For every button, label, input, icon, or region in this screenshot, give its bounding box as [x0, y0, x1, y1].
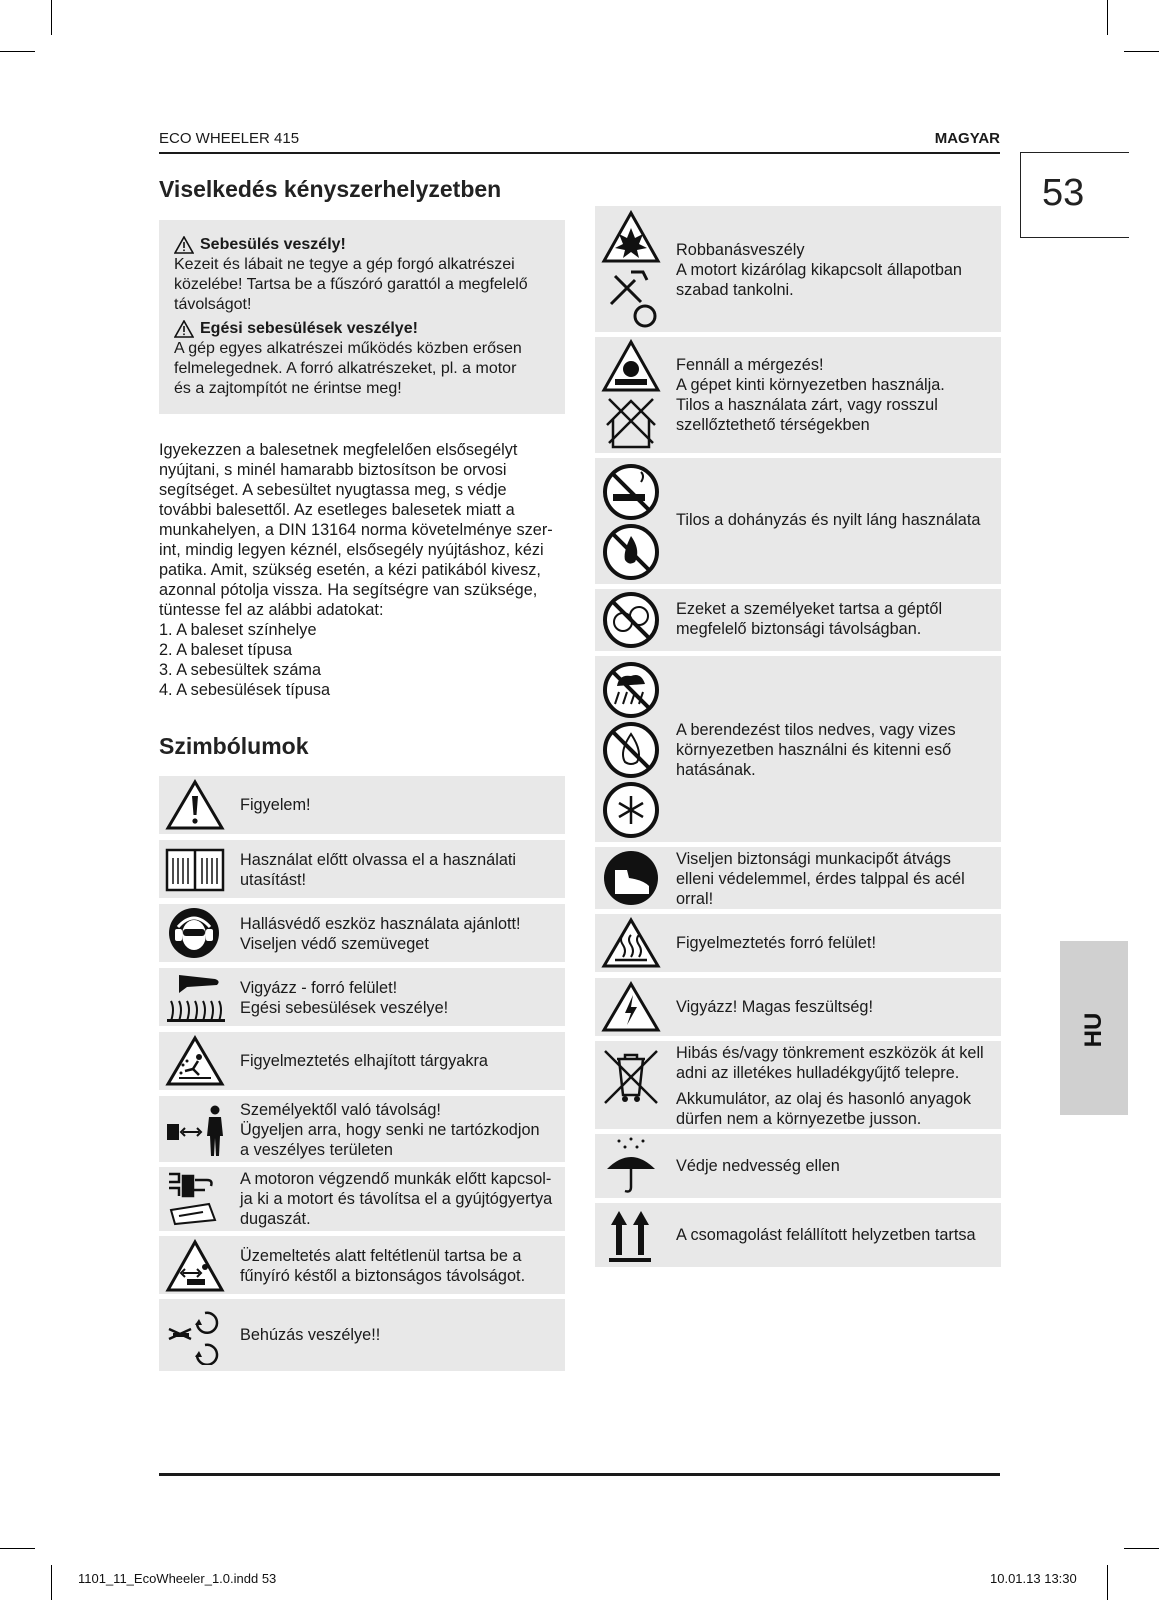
symbol-text: Vigyázz - forró felület! [240, 979, 398, 997]
warning-box [159, 220, 565, 414]
warning-triangle-icon [165, 779, 225, 831]
warning1-line: közelébe! Tartsa be a fűszóró garattól a megfelelő [174, 276, 528, 293]
section-title-symbols: Szimbólumok [159, 733, 309, 759]
paragraph-line: tüntesse fel az alábbi adatokat: [159, 601, 384, 619]
language-tab-label: HU [1080, 1012, 1107, 1048]
section-title-emergency: Viselkedés kényszerhelyzetben [159, 176, 502, 202]
warning-small-icon [174, 236, 194, 254]
symbol-text: Védje nedvesség ellen [676, 1157, 840, 1175]
symbol-text: Hibás és/vagy tönkrement eszközök át kell [676, 1044, 984, 1062]
warning2-line: és a zajtompítót ne érintse meg! [174, 380, 402, 397]
symbol-row [595, 1041, 1001, 1129]
list-item: 4. A sebesülések típusa [159, 681, 331, 699]
symbol-row [595, 1134, 1001, 1198]
list-item: 1. A baleset színhelye [159, 621, 317, 639]
symbol-text: Vigyázz! Magas feszültség! [676, 998, 873, 1016]
symbol-row [595, 458, 1001, 584]
symbol-text: Figyelem! [240, 796, 311, 814]
symbol-text: szellőztethető térségekben [676, 416, 870, 434]
symbol-text: A motort kizárólag kikapcsolt állapotban [676, 261, 962, 279]
no-smoking-icon [601, 462, 661, 582]
symbol-text: hatásának. [676, 761, 756, 779]
umbrella-icon [603, 1137, 659, 1195]
symbol-row [159, 968, 565, 1026]
ear-eye-protection-icon [168, 907, 220, 959]
symbol-row [595, 978, 1001, 1036]
symbol-text: Figyelmeztetés forró felület! [676, 934, 876, 952]
weee-bin-icon [601, 1047, 661, 1107]
symbol-text: Ezeket a személyeket tartsa a géptől [676, 600, 943, 618]
poisoning-icon [601, 339, 661, 451]
warning2-line: felmelegednek. A forró alkatrészeket, pl. a motor [174, 360, 517, 377]
list-item: 3. A sebesültek száma [159, 661, 322, 679]
symbol-text: ja ki a motort és távolítsa el a gyújtógyertya [240, 1190, 553, 1208]
header-language: MAGYAR [934, 130, 1000, 147]
symbol-text: A motoron végzendő munkák előtt kapcsol- [240, 1170, 552, 1188]
symbol-text: Használat előtt olvassa el a használati [240, 851, 517, 869]
no-rain-icon [601, 660, 661, 838]
footer-file: 1101_11_EcoWheeler_1.0.indd 53 [78, 1571, 277, 1586]
read-manual-icon [165, 846, 225, 894]
symbol-text: Robbanásveszély [676, 241, 805, 259]
entanglement-icon [165, 1305, 223, 1365]
symbol-text: Fennáll a mérgezés! [676, 356, 824, 374]
symbol-text: megfelelő biztonsági távolságban. [676, 620, 922, 638]
thrown-objects-icon [165, 1035, 225, 1087]
paragraph-line: Igyekezzen a balesetnek megfelelően elsősegélyt [159, 441, 518, 459]
symbol-text: Viseljen védő szemüveget [240, 935, 429, 953]
symbol-row [159, 776, 565, 834]
list-item: 2. A baleset típusa [159, 641, 293, 659]
hot-surface-hand-icon [165, 971, 227, 1023]
paragraph-line: patika. Amit, szükség esetén, a kézi patikából kivesz, [159, 561, 541, 579]
symbol-row [595, 914, 1001, 972]
keep-distance-icon [165, 1104, 227, 1158]
bottom-rule [159, 1473, 1000, 1476]
warning1-title: Sebesülés veszély! [200, 236, 346, 253]
symbol-text: A csomagolást felállított helyzetben tartsa [676, 1226, 976, 1244]
paragraph-line: segítséget. A sebesültet nyugtassa meg, s védje [159, 481, 507, 499]
paragraph-line: munkahelyen, a DIN 13164 norma követelménye szer- [159, 521, 553, 539]
symbol-text: Viseljen biztonsági munkacipőt átvágs [676, 850, 951, 868]
symbol-text: orral! [676, 890, 714, 908]
symbol-text: adni az illetékes hulladékgyűjtő telepre. [676, 1064, 960, 1082]
paragraph-line: további balesettől. Az esetleges balesetek miatt a [159, 501, 515, 519]
symbol-text: Akkumulátor, az olaj és hasonló anyagok [676, 1090, 972, 1108]
warning1-line: távolságot! [174, 296, 252, 313]
symbol-row [595, 589, 1001, 651]
paragraph-line: nyújtani, s minél hamarabb biztosítson be orvosi [159, 461, 507, 479]
symbol-text: Ügyeljen arra, hogy senki ne tartózkodjon [240, 1121, 540, 1139]
symbol-row [159, 1096, 565, 1162]
high-voltage-icon [601, 981, 661, 1033]
symbol-row [595, 337, 1001, 453]
symbol-row [159, 1167, 565, 1231]
header-rule [159, 152, 1000, 154]
hot-surface-icon [601, 917, 661, 969]
warning-small-icon [174, 320, 194, 338]
symbol-row [595, 206, 1001, 332]
paragraph-line: azonnal pótolja vissza. Ha segítségre van szüksége, [159, 581, 538, 599]
spark-plug-icon [165, 1170, 221, 1228]
symbol-text: A berendezést tilos nedves, vagy vizes [676, 721, 956, 739]
symbol-text: Figyelmeztetés elhajított tárgyakra [240, 1052, 488, 1070]
symbol-row [595, 656, 1001, 842]
explosion-icon [601, 210, 661, 330]
page-number: 53 [1042, 172, 1085, 214]
symbol-row [159, 1236, 565, 1294]
symbol-text: Hallásvédő eszköz használata ajánlott! [240, 915, 521, 933]
keep-children-away-icon [603, 592, 659, 648]
safety-shoe-icon [603, 850, 659, 906]
symbol-text: dugaszát. [240, 1210, 311, 1228]
symbol-text: környezetben használni és kitenni eső [676, 741, 952, 759]
symbol-text: Egési sebesülések veszélye! [240, 999, 449, 1017]
first-aid-paragraph [159, 440, 569, 700]
symbol-text: fűnyíró késtől a biztonságos távolságot. [240, 1267, 526, 1285]
this-way-up-icon [605, 1207, 655, 1263]
symbol-text: Tilos a használata zárt, vagy rosszul [676, 396, 938, 414]
symbol-text: A gépet kinti környezetben használja. [676, 376, 945, 394]
symbol-row [595, 1203, 1001, 1267]
symbol-text: szabad tankolni. [676, 281, 794, 299]
symbol-row [159, 1032, 565, 1090]
warning2-line: A gép egyes alkatrészei működés közben erősen [174, 340, 522, 357]
blade-distance-icon [165, 1239, 225, 1293]
symbol-text: Személyektől való távolság! [240, 1101, 441, 1119]
warning1-line: Kezeit és lábait ne tegye a gép forgó alkatrészei [174, 256, 515, 273]
symbol-text: a veszélyes területen [240, 1141, 393, 1159]
footer-date: 10.01.13 13:30 [990, 1571, 1077, 1586]
symbol-text: dürfen nem a környezetbe jusson. [676, 1110, 922, 1128]
symbol-text: utasítást! [240, 871, 307, 889]
symbol-row [159, 840, 565, 898]
symbol-text: Behúzás veszélye!! [240, 1326, 381, 1344]
symbol-text: Üzemeltetés alatt feltétlenül tartsa be a [240, 1247, 522, 1265]
symbol-text: elleni védelemmel, érdes talppal és acél [676, 870, 965, 888]
symbol-text: Tilos a dohányzás és nyilt láng használata [676, 511, 981, 529]
symbol-row [595, 847, 1001, 909]
symbol-row [159, 904, 565, 962]
header-product: ECO WHEELER 415 [159, 130, 300, 147]
symbol-row [159, 1299, 565, 1371]
paragraph-line: int, mindig legyen kéznél, elsősegély nyújtáshoz, kézi [159, 541, 544, 559]
warning2-title: Egési sebesülések veszélye! [200, 320, 418, 337]
